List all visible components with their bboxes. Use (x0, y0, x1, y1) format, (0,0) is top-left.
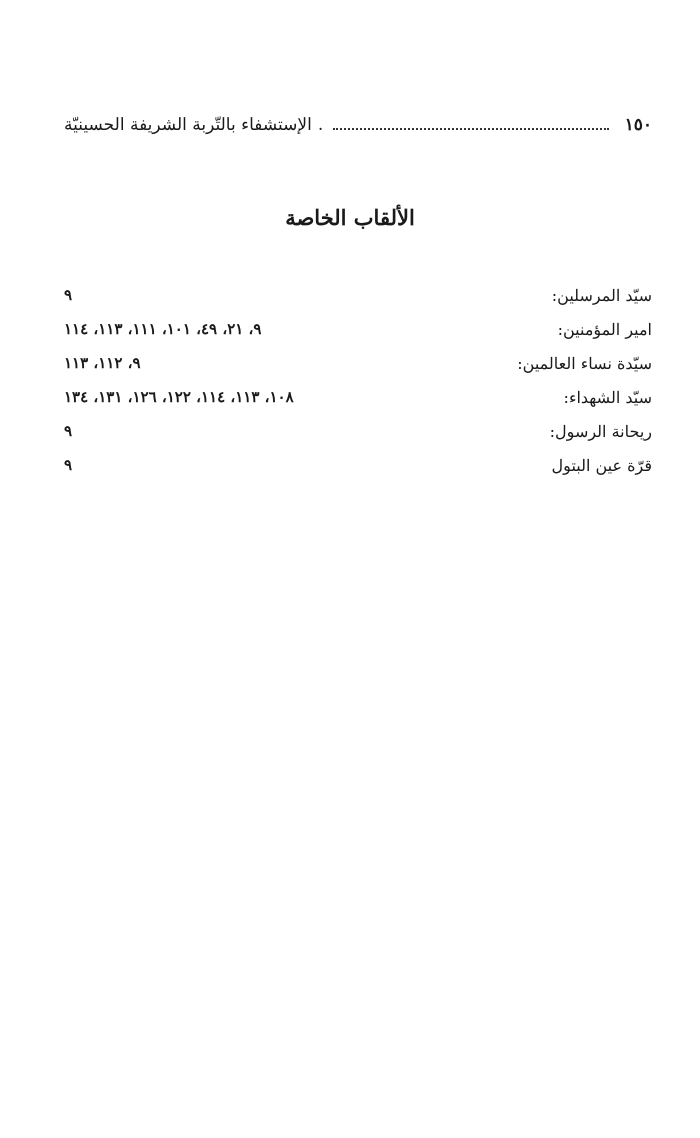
entry-label: سيّد الشهداء: (563, 387, 652, 407)
index-entry (64, 312, 652, 346)
index-entry (64, 380, 652, 414)
toc-title: الإستشفاء بالتّربة الشريفة الحسينيّة (64, 115, 312, 135)
entry-label: ريحانة الرسول: (549, 421, 652, 441)
entry-page-numbers: ١٠٨، ١١٣، ١١٤، ١٢٢، ١٢٦، ١٣١، ١٣٤ (64, 388, 294, 406)
toc-dot-leader (333, 128, 608, 130)
index-entry (64, 346, 652, 380)
toc-separator: . (317, 115, 324, 135)
entry-page-numbers: ٩، ١١٢، ١١٣ (64, 354, 141, 372)
entry-label: قرّة عين البتول (551, 455, 652, 475)
index-entries (64, 278, 652, 482)
index-entry (64, 448, 652, 482)
entry-label: سيّد المرسلين: (551, 285, 652, 305)
toc-page-number: ١٥٠ (624, 115, 652, 135)
entry-page-numbers: ٩ (64, 456, 73, 474)
entry-label: سيّدة نساء العالمين: (517, 353, 652, 373)
section-heading: الألقاب الخاصة (285, 205, 415, 230)
index-entry (64, 278, 652, 312)
entry-page-numbers: ٩، ٢١، ٤٩، ١٠١، ١١١، ١١٣، ١١٤ (64, 320, 262, 338)
toc-entry (64, 110, 652, 140)
entry-page-numbers: ٩ (64, 422, 73, 440)
index-entry (64, 414, 652, 448)
entry-page-numbers: ٩ (64, 286, 73, 304)
entry-label: امير المؤمنين: (557, 319, 652, 339)
